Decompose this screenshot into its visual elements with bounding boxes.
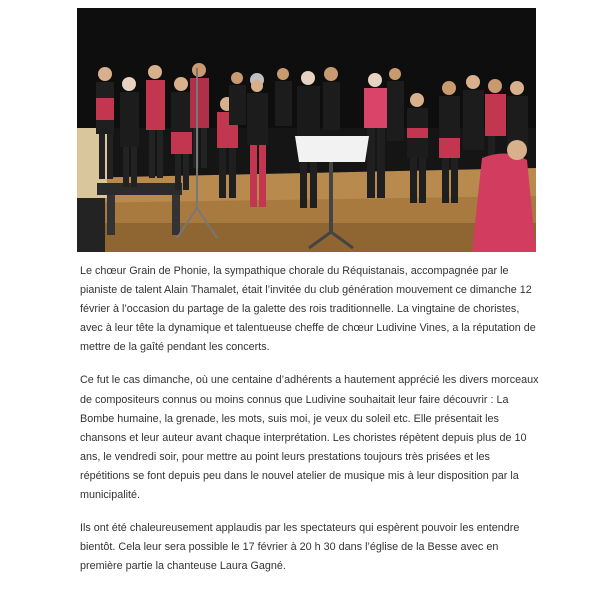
article-paragraph-2: Ce fut le cas dimanche, où une centaine d’adhérents a hautement apprécié les divers morceaux de compositeurs connus ou moins connus que Ludivine souhaitait leur faire découvrir : La Bombe humaine, la grenade, les mots, suis moi, je veux du soleil etc. Elle présentait les chansons et leur auteur avant chaque interprétation. Les choristes répètent depuis plus de 10 ans, le vendredi soir, pour mettre au point leurs prestations toujours très prisées et les répétitions se font depuis peu dans le nouvel atelier de musique mis à leur disposition par la municipalité. <box>80 374 539 502</box>
choir-photo-illustration <box>77 8 536 252</box>
article-paragraph-1: Le chœur Grain de Phonie, la sympathique chorale du Réquistanais, accompagnée par le pianiste de talent Alain Thamalet, était l’invitée du club génération mouvement ce dimanche 12 février à l’occasion du partage de la galette des rois traditionnelle. La vingtaine de choristes, avec à leur tête la dynamique et talentueuse cheffe de chœur Ludivine Vines, a la réputation de mettre de la gaîté pendant les concerts. <box>80 265 536 354</box>
article-body <box>80 262 540 576</box>
article-paragraph-3: Ils ont été chaleureusement applaudis par les spectateurs qui espèrent pouvoir les entendre bientôt. Cela leur sera possible le 17 février à 20 h 30 dans l’église de la Besse avec en première partie la chanteuse Laura Gagné. <box>80 522 520 573</box>
article-photo <box>77 8 536 252</box>
